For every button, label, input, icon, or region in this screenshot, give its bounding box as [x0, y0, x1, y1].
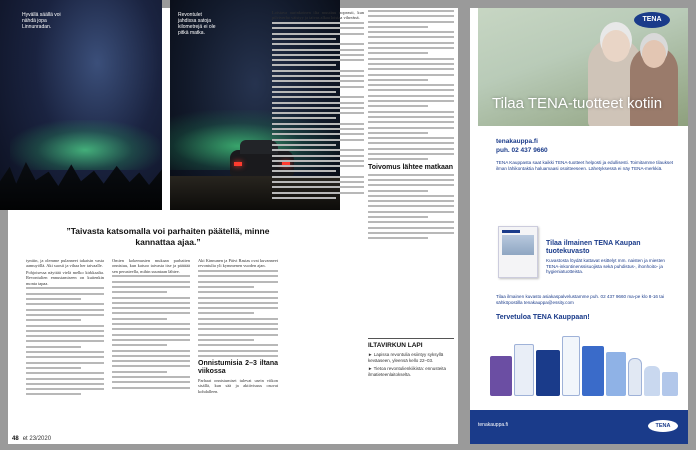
text-line: [198, 270, 278, 272]
text-line: [112, 307, 190, 309]
product-bottle: [628, 358, 642, 396]
text-line: [26, 367, 81, 369]
text-line: [26, 314, 104, 316]
text-line: [198, 334, 278, 336]
text-line: [272, 123, 364, 125]
page-number: 48: [12, 436, 19, 442]
text-line: [368, 190, 428, 192]
text-line: [112, 312, 190, 314]
text-line: [368, 121, 454, 123]
text-line: [272, 107, 364, 109]
text-line: [112, 275, 190, 277]
text-line: [368, 237, 428, 239]
text-line: [368, 216, 428, 218]
text-line: [26, 356, 104, 358]
elderly-woman-figure: [630, 46, 678, 126]
text-line: [112, 334, 190, 336]
text-line: [272, 27, 364, 29]
product-pack: [662, 372, 678, 396]
text-line: [26, 287, 104, 289]
text-line: [112, 286, 190, 288]
text-line: [272, 155, 364, 157]
text-line: [26, 351, 104, 353]
text-line: [272, 64, 336, 66]
product-pack: [582, 346, 604, 396]
text-line: [368, 127, 454, 129]
text-line: [26, 393, 81, 395]
product-pack: [514, 344, 534, 396]
text-line: [368, 89, 454, 91]
text-line: [368, 158, 428, 160]
text-line: [272, 133, 364, 135]
text-line: [272, 186, 364, 188]
ad-phone: puh. 02 437 9660: [496, 147, 548, 154]
text-line: [272, 128, 364, 130]
text-line: [112, 281, 190, 283]
text-line: [112, 387, 190, 389]
tail-light: [234, 162, 242, 166]
text-line: [272, 197, 336, 199]
text-line: [272, 160, 364, 162]
text-line: [368, 74, 454, 76]
text-line: [368, 227, 454, 229]
product-pack: [536, 350, 560, 396]
text-line: [198, 350, 278, 352]
text-line: [26, 330, 104, 332]
text-line: [272, 70, 364, 72]
catalog-logo-bar: [502, 230, 520, 233]
text-line: [112, 376, 190, 378]
text-line: [272, 192, 364, 194]
text-line: [198, 323, 278, 325]
catalog-title: Tilaa ilmainen TENA Kaupan tuotekuvasto: [546, 240, 641, 255]
text-line: [272, 75, 364, 77]
article-subhead: Toivomus lähtee matkaan: [368, 163, 454, 171]
tena-footer-logo: TENA: [648, 420, 678, 432]
ad-welcome: Tervetuloa TENA Kauppaan!: [496, 314, 590, 321]
article-paragraph: Pohjoisessa näyttää vielä melko kirkkaalta. Revontulien ennustamiseen on kuitenkin monta tapaa.: [26, 270, 104, 286]
text-line: [272, 43, 364, 45]
text-line: [368, 84, 454, 86]
text-line: [272, 22, 364, 24]
text-line: [112, 350, 190, 352]
text-line: [368, 179, 454, 181]
text-line: [198, 291, 278, 293]
tip-box-title: ILTAVIRKUN LAPI: [368, 338, 454, 349]
pull-quote: ”Taivasta katsomalla voi parhaiten päätellä, minne kannattaa ajaa.”: [66, 226, 270, 247]
article-column-4: [272, 10, 364, 202]
article-paragraph: Loistava aurinkoinen ilta muuttuu nopeasti, kun pilviverho väistyy ja taivas alkaa loistaa vihreänä.: [272, 10, 364, 21]
article-subhead: Onnistumisia 2–3 iltana viikossa: [198, 360, 278, 376]
text-line: [368, 211, 454, 213]
article-paragraph: Parhaat onnistumiset tulevat usein viikon sisällä, kun sää ja aktiivisuus osuvat kohdalleen.: [198, 378, 278, 394]
ad-body-text: TENA Kauppasta saat kaikki TENA-tuotteet helposti ja edullisesti. Toimitamme tilaukset ilman lähikontaktia haluamaasi osoitteeseen. Lähetyksessä ei näy TENA-merkkiä.: [496, 160, 674, 171]
text-line: [272, 91, 336, 93]
text-line: [272, 139, 364, 141]
text-line: [368, 148, 454, 150]
text-line: [26, 303, 104, 305]
text-line: [368, 10, 454, 12]
text-line: [26, 319, 81, 321]
text-line: [272, 176, 364, 178]
ad-url[interactable]: tenakauppa.fi: [496, 138, 538, 145]
text-line: [112, 360, 190, 362]
article-paragraph: Aki Kinnunen ja Päivi Rastas ovat kuvanneet revontulia yli kymmenen vuoden ajan.: [198, 258, 278, 269]
product-pack: [562, 336, 580, 396]
text-line: [272, 54, 364, 56]
catalog-cover-photo: [502, 235, 534, 255]
text-line: [112, 291, 167, 293]
ad-footer-url[interactable]: tenakauppa.fi: [478, 422, 509, 428]
text-line: [26, 335, 104, 337]
text-line: [26, 388, 104, 390]
text-line: [368, 31, 454, 33]
milky-way-photo: [0, 0, 162, 210]
text-line: [198, 344, 278, 346]
text-line: [26, 309, 104, 311]
text-line: [368, 205, 454, 207]
text-line: [368, 153, 454, 155]
text-line: [368, 142, 454, 144]
text-line: [368, 105, 428, 107]
text-line: [112, 371, 167, 373]
article-column-1: [26, 258, 104, 399]
text-line: [368, 26, 428, 28]
text-line: [272, 149, 364, 151]
text-line: [198, 286, 254, 288]
text-line: [368, 195, 454, 197]
text-line: [272, 144, 336, 146]
text-line: [368, 111, 454, 113]
text-line: [112, 381, 190, 383]
text-line: [272, 102, 364, 104]
text-line: [198, 307, 278, 309]
text-line: [26, 298, 81, 300]
text-line: [272, 112, 364, 114]
catalog-text: Kuvastosta löydät kattavat esittelyt mm. naisten ja miesten TENA-inkontinenssisuojista sekä puhdistus-, ihonhoito- ja hygieniatuotteista.: [546, 258, 665, 275]
text-line: [112, 318, 167, 320]
ad-headline: Tilaa TENA-tuotteet kotiin: [492, 95, 663, 112]
text-line: [26, 362, 104, 364]
text-line: [272, 33, 364, 35]
product-bottle: [644, 366, 660, 396]
text-line: [368, 184, 454, 186]
text-line: [368, 42, 454, 44]
text-line: [198, 355, 278, 357]
text-line: [368, 15, 454, 17]
product-pack: [606, 352, 626, 396]
text-line: [368, 132, 428, 134]
text-line: [368, 221, 454, 223]
text-line: [26, 346, 81, 348]
text-line: [368, 52, 428, 54]
text-line: [272, 170, 336, 172]
text-line: [26, 293, 104, 295]
text-line: [272, 80, 364, 82]
text-line: [112, 297, 190, 299]
photo-caption-sky: Hyvällä säällä voi nähdä jopa Linnunradan.: [22, 12, 61, 30]
text-line: [198, 297, 278, 299]
text-line: [368, 36, 454, 38]
text-line: [198, 328, 278, 330]
text-line: [112, 344, 167, 346]
text-line: [112, 328, 190, 330]
text-line: [272, 59, 364, 61]
text-line: [368, 116, 454, 118]
text-line: [26, 378, 104, 380]
text-line: [368, 21, 454, 23]
text-line: [368, 137, 454, 139]
product-pack: [490, 356, 512, 396]
article-column-5: [368, 10, 454, 242]
aurora-glow: [10, 120, 160, 170]
text-line: [112, 339, 190, 341]
text-line: [368, 232, 454, 234]
article-paragraph: tyntiin, ja olemme pulanneet takaisin vasta aamuyöllä. Aki suosii ja vihaa her taivaalle.: [26, 258, 104, 269]
text-line: [112, 355, 190, 357]
text-line: [26, 372, 104, 374]
text-line: [26, 325, 104, 327]
text-line: [112, 323, 190, 325]
text-line: [198, 281, 278, 283]
text-line: [272, 86, 364, 88]
text-line: [272, 165, 364, 167]
tena-logo: TENA: [634, 12, 670, 28]
text-line: [368, 95, 454, 97]
tip-item: ► Lapissa revontulia esiintyy syksyllä keväaseen, yleensä kello 22–03.: [368, 352, 444, 363]
text-line: [368, 68, 454, 70]
text-line: [198, 275, 278, 277]
text-line: [368, 200, 454, 202]
text-line: [368, 100, 454, 102]
page-folio: [12, 436, 51, 442]
product-lineup: [490, 326, 680, 396]
ad-service-text: Tilaa ilmainen kuvasto asiakaspalvelustamme puh. 02 437 9660 ma-pe klo 8-16 tai sähköpostilla tenakauppa@essity.com: [496, 294, 665, 305]
text-line: [26, 340, 104, 342]
text-line: [368, 174, 454, 176]
photo-caption-car: Revontulet jahdissa satoja kilometrejä ei ole pitkä matka.: [178, 12, 216, 36]
text-line: [272, 117, 336, 119]
text-line: [272, 38, 336, 40]
catalog-image: [498, 226, 538, 278]
article-column-2: [112, 258, 190, 392]
text-line: [198, 339, 254, 341]
text-line: [368, 63, 454, 65]
issue-label: et 23/2020: [22, 436, 52, 442]
text-line: [368, 79, 428, 81]
text-line: [198, 312, 254, 314]
tip-item: ► Tietoa revontulienkiikista: ennusteita ilmatieteenlaitokselta.: [368, 366, 446, 377]
text-line: [198, 318, 278, 320]
text-line: [368, 58, 454, 60]
text-line: [198, 302, 278, 304]
text-line: [368, 47, 454, 49]
text-line: [272, 181, 364, 183]
article-paragraph: Omien kokemusten mukaan parhaiten onnistuu, kun katsoo taivasta itse ja päättää sen perusteella, mihin suuntaan lähtee.: [112, 258, 190, 274]
text-line: [272, 49, 364, 51]
text-line: [272, 96, 364, 98]
tip-box: [368, 338, 454, 380]
text-line: [112, 365, 190, 367]
text-line: [26, 383, 104, 385]
text-line: [112, 302, 190, 304]
article-column-3: [198, 258, 278, 396]
